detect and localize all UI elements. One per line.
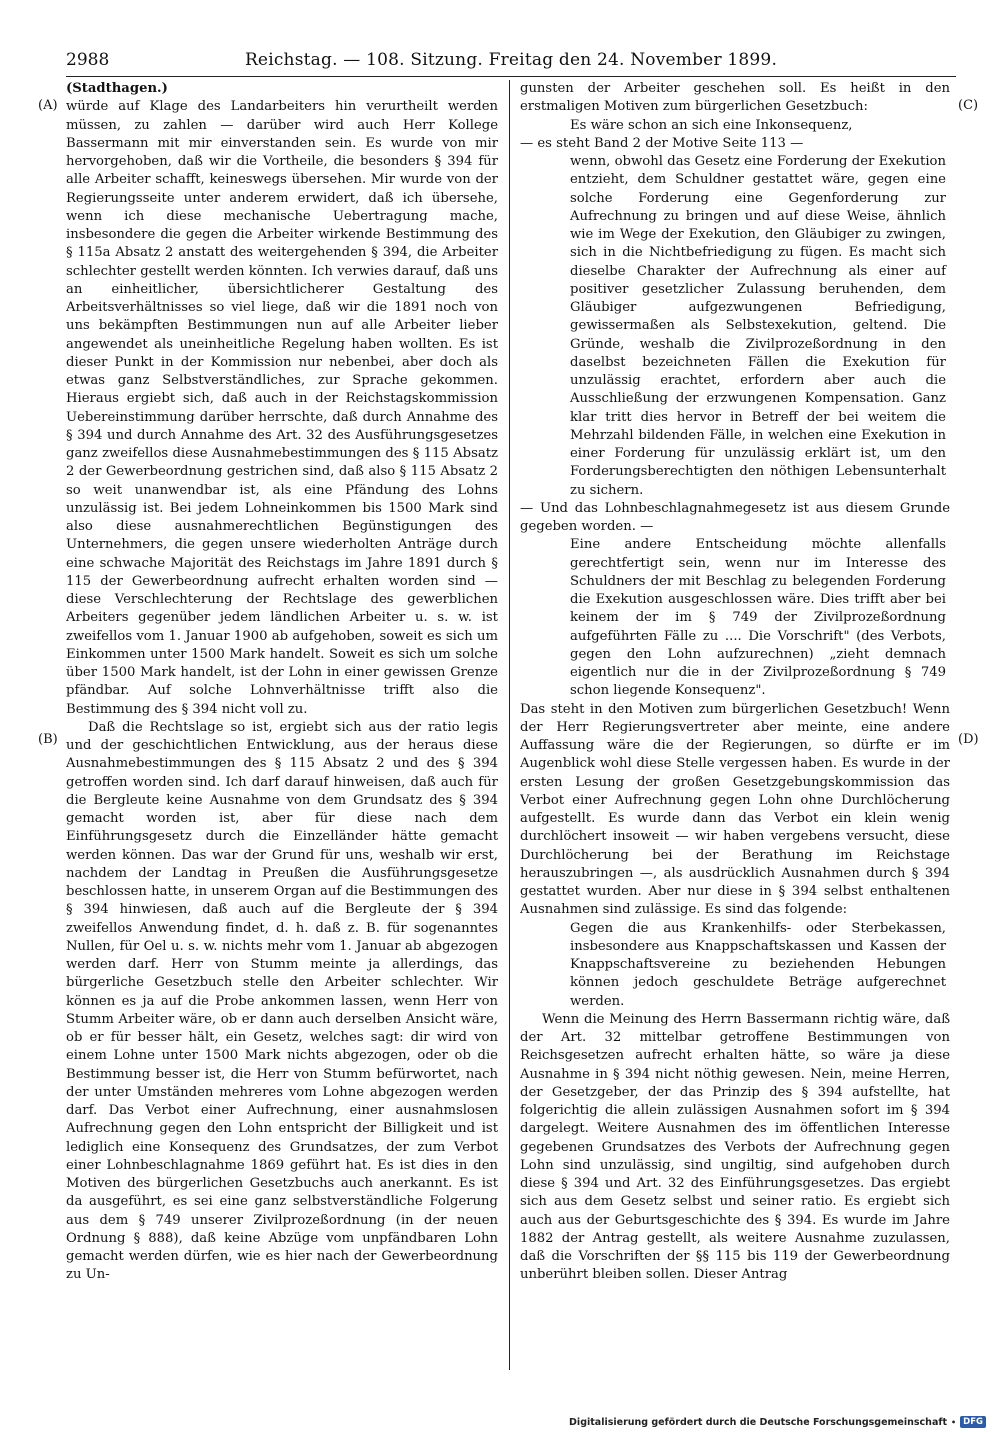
quote-3: Eine andere Entscheidung möchte allenfalls gerechtfertigt sein, wenn nur im Interesse des Schuldners der mit Beschlag zu belegenden Forderung die Exekution ausgeschlossen wäre. Dies trifft aber bei keinem der im § 749 der Zivilprozeßordnung aufgeführten Fälle zu .... Die Vorschrift" (des Verbots, gegen den Lohn aufzurechnen) „zieht demnach eigentlich nur die in der Zivilprozeßordnung § 749 schon liegende Konsequenz". xyxy=(570,537,946,699)
funding-credit: Digitalisierung gefördert durch die Deutsche Forschungsgemeinschaft xyxy=(569,1416,948,1428)
quote-2: wenn, obwohl das Gesetz eine Forderung der Exekution entzieht, dem Schuldner gestattet wäre, gegen eine solche Forderung eine Gegenforderung zur Aufrechnung zu bringen und auf diese Weise, ähnlich wie im Wege der Exekution, den Gläubiger zu zwingen, sich in die Nichtbefriedigung zu fügen. Es macht sich dieselbe Charakter der Aufrechnung als einer auf positiver gesetzlicher Zulassung beruhenden, dem Gläubiger aufgezwungenen Befriedigung, gewissermaßen als Selbstexekution, geltend. Die Gründe, weshalb die Zivilprozeßordnung in den daselbst bezeichneten Fällen die Exekution für unzulässig erachtet, erfordern aber auch die Ausschließung der erzwungenen Kompensation. Ganz klar tritt dies hervor in Betreff der bei weitem die Mehrzahl bildenden Fälle, in welchen eine Exekution in einer Forderung für unzulässig erklärt ist, um den Forderungsberechtigten den nöthigen Lebensunterhalt zu sichern. xyxy=(570,154,946,498)
quote-4: Gegen die aus Krankenhilfs- oder Sterbekassen, insbesondere aus Knappschaftskassen und Kassen der Knappschaftsvereine zu beziehenden Hebungen können jedoch geschuldete Beträge aufgerechnet werden. xyxy=(570,920,946,1009)
footer-credit xyxy=(569,1414,986,1430)
left-column xyxy=(66,80,498,1370)
dfg-logo-icon: DFG xyxy=(960,1416,986,1428)
right-paragraph-4: Das steht in den Motiven zum bürgerlichen Gesetzbuch! Wenn der Herr Regierungsvertreter aber meinte, eine andere Auffassung wäre die der Regierungen, so dürfte er im Augenblick wohl diese Stelle vergessen haben. Es wurde in der ersten Lesung der großen Gesetzgebungskommission das Verbot einer Aufrechnung gegen Lohn ohne Durchlöcherung aufgestellt. Es wurde dann das Verbot ein klein wenig durchlöchert insoweit — wir haben vergebens versucht, diese Durchlöcherung bei der Berathung im Reichstage herauszubringen —, als ausdrücklich Ausnahmen durch § 394 gestattet wurden. Aber nur diese in § 394 selbst enthaltenen Ausnahmen sind zulässige. Es sind das folgende: xyxy=(520,701,950,918)
margin-marker-d: (D) xyxy=(958,732,979,747)
header-rule xyxy=(66,76,956,77)
speaker-label: (Stadthagen.) xyxy=(66,81,168,96)
column-divider xyxy=(509,80,510,1370)
right-paragraph-1: gunsten der Arbeiter geschehen soll. Es heißt in den erstmaligen Motiven zum bürgerlichen Gesetzbuch: xyxy=(520,81,950,115)
footer-separator: • xyxy=(951,1417,957,1427)
page-number: 2988 xyxy=(66,50,110,70)
right-paragraph-5: Wenn die Meinung des Herrn Bassermann richtig wäre, daß der Art. 32 mittelbar getroffene Bestimmungen von Reichsgesetzen aufrecht erhalten hätte, so wäre ja diese Ausnahme in § 394 nicht nöthig gewesen. Nein, meine Herren, der Gesetzgeber, der das Prinzip des § 394 aufstellte, hat folgerichtig die allein zulässigen Ausnahmen sofort im § 394 dargelegt. Weitere Ausnahmen des im öffentlichen Interesse gegebenen Grundsatzes des Verbots der Aufrechnung gegen Lohn sind unzulässig, sind ungiltig, sind aufgehoben durch diese § 394 und Art. 32 des Einführungsgesetzes. Das ergiebt sich aus dem Gesetz selbst und seiner ratio. Es ergiebt sich auch aus der Geburtsgeschichte des § 394. Es wurde im Jahre 1882 der Antrag gestellt, als weitere Ausnahme zuzulassen, daß die Vorschriften der §§ 115 bis 119 der Gewerbeordnung unberührt bleiben sollen. Dieser Antrag xyxy=(520,1011,950,1283)
quote-1: Es wäre schon an sich eine Inkonsequenz, xyxy=(570,117,853,133)
right-paragraph-2: — es steht Band 2 der Motive Seite 113 — xyxy=(520,135,804,151)
page-header xyxy=(66,50,956,74)
right-paragraph-3: — Und das Lohnbeschlagnahmegesetz ist aus diesem Grunde gegeben worden. — xyxy=(520,500,950,534)
margin-marker-c: (C) xyxy=(958,98,979,113)
right-column xyxy=(520,80,950,1370)
margin-marker-b: (B) xyxy=(38,732,58,747)
header-title: Reichstag. — 108. Sitzung. Freitag den 24. November 1899. xyxy=(244,50,778,70)
margin-marker-a: (A) xyxy=(38,98,58,113)
left-paragraph-2: Daß die Rechtslage so ist, ergiebt sich aus der ratio legis und der geschichtlichen Entwicklung, aus der heraus diese Ausnahmebestimmungen des § 115 Absatz 2 und des § 394 getroffen worden sind. Ich darf darauf hinweisen, daß auch für die Bergleute keine Ausnahme von dem Grundsatz des § 394 gemacht worden ist, aber für diese nach dem Einführungsgesetz durch die Einzelländer hätte gemacht werden können. Das war der Grund für uns, weshalb wir erst, nachdem der Landtag in Preußen die Ausführungsgesetze beschlossen hatte, in unserem Organ auf die Bestimmungen des § 394 hinwiesen, daß auch auf die Bergleute der § 394 zweifellos Anwendung findet, d. h. daß z. B. für sogenanntes Nullen, für Oel u. s. w. nichts mehr vom 1. Januar ab abgezogen werden darf. Herr von Stumm meinte ja allerdings, das bürgerliche Gesetzbuch stelle den Arbeiter schlechter. Wir können es ja auf die Probe ankommen lassen, wenn Herr von Stumm Arbeiter wäre, ob er dann auch derselben Ansicht wäre, ob er für besser hält, ein Gesetz, welches sagt: dir wird von einem Lohne unter 1500 Mark nichts abgezogen, oder ob die Bestimmung besser ist, die Herr von Stumm befürwortet, nach der unter Umständen mehreres vom Lohne abgezogen werden darf. Das Verbot einer Aufrechnung, einer ausnahmslosen Aufrechnung gegen den Lohn entspricht der Billigkeit und ist lediglich eine Konsequenz des Grundsatzes, der zum Verbot einer Lohnbeschlagnahme 1869 geführt hat. Es ist dies in den Motiven des bürgerlichen Gesetzbuchs auch anerkannt. Es ist da ausgeführt, es sei eine ganz selbstverständliche Folgerung aus dem § 749 unserer Zivilprozeßordnung (in der neuen Ordnung § 888), daß keine Abzüge vom unpfändbaren Lohn gemacht werden dürfen, wie es hier nach der Gewerbeordnung zu Un- xyxy=(66,719,498,1283)
left-paragraph-1: würde auf Klage des Landarbeiters hin verurtheilt werden müssen, zu zahlen — darüber wird auch Herr Kollege Bassermann mit mir einverstanden sein. Es wurde von mir hervorgehoben, daß wir die Vortheile, die besonders § 394 für alle Arbeiter schafft, keineswegs übersehen. Mir wurde von der Regierungsseite unter anderem erwidert, daß ich übersehe, wenn ich diese mechanische Uebertragung mache, insbesondere die gegen die Arbeiter wirkende Bestimmung des § 115a Absatz 2 anstatt des weitergehenden § 394, die Arbeiter schlechter gestellt werden könnten. Ich verwies darauf, daß uns an einheitlicher, übersichtlicherer Gestaltung des Arbeitsverhältnisses so viel liege, daß wir die 1891 noch von uns bekämpften Bestimmungen nun auf alle Arbeiter lieber angewendet als uneinheitliche Regelung haben wollten. Es ist dieser Punkt in der Kommission nur nebenbei, aber doch als etwas ganz Selbstverständliches, zur Sprache gekommen. Hieraus ergiebt sich, daß auch in der Reichstagskommission Uebereinstimmung darüber herrschte, daß durch Annahme des § 394 und durch Annahme des Art. 32 des Ausführungsgesetzes ganz zweifellos diese Ausnahmebestimmungen des § 115 Absatz 2 der Gewerbeordnung gestrichen sind, daß also § 115 Absatz 2 so weit unanwendbar ist, als eine Pfändung des Lohns unzulässig ist. Bei jedem Lohneinkommen bis 1500 Mark sind also diese ausnahmerechtlichen Begünstigungen des Unternehmers, die gegen unsere wiederholten Anträge durch eine schwache Majorität des Reichstags im Jahre 1891 durch § 115 der Gewerbeordnung aufrecht erhalten worden sind — diese Verschlechterung der Rechtslage des gewerblichen Arbeiters gegenüber jedem ländlichen Arbeiter u. s. w. ist zweifellos vom 1. Januar 1900 ab aufgehoben, soweit es sich um Einkommen unter 1500 Mark handelt. Soweit es sich um solche über 1500 Mark handelt, ist der Lohn in einer gewissen Grenze pfändbar. Auf solche Lohnverhältnisse trifft also die Bestimmung des § 394 nicht voll zu. xyxy=(66,99,498,717)
